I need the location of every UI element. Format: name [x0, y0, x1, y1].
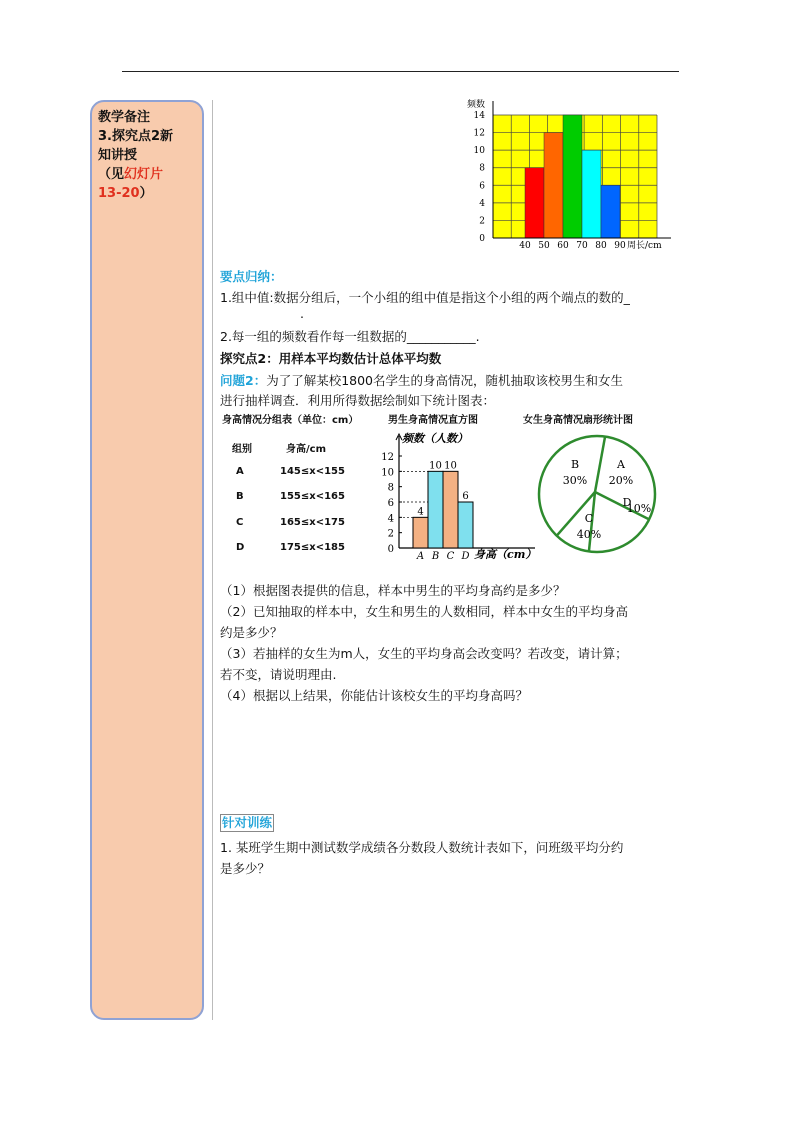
- question-4: （4）根据以上结果，你能估计该校女生的平均身高吗？: [220, 688, 528, 703]
- table-cell: 155≤x<165: [280, 491, 345, 502]
- question-1: （1）根据图表提供的信息，样本中男生的平均身高约是多少？: [220, 583, 566, 598]
- girls-pie-percent: 20%: [608, 474, 634, 487]
- question2-line2: 进行抽样调查．利用所得数据绘制如下统计图表：: [220, 393, 496, 408]
- table-title: 身高情况分组表（单位：cm）: [222, 415, 359, 426]
- table-cell: 165≤x<175: [280, 517, 345, 528]
- sidebar-slide-range: [98, 184, 196, 203]
- chart-top-y-tick: 6: [479, 181, 485, 192]
- practice-question-1: 1. 某班学生期中测试数学成绩各分数段人数统计表如下，问班级平均分约: [220, 840, 624, 855]
- chart-top-x-tick: 40: [519, 241, 531, 251]
- chart-top-x-tick: 60: [557, 241, 569, 251]
- chart-top-y-tick: 0: [479, 234, 485, 244]
- sidebar-slide-numbers: 13-20: [98, 186, 140, 201]
- girls-pie-percent: 30%: [562, 474, 588, 487]
- question-3-cont: 若不变，请说明理由.: [220, 667, 337, 682]
- girls-pie-label: A: [617, 458, 625, 471]
- boys-x-tick: A: [416, 551, 425, 562]
- chart-top-y-tick: 8: [479, 163, 485, 174]
- question-3: （3）若抽样的女生为m人，女生的平均身高会改变吗？若改变，请计算；: [220, 646, 628, 661]
- chart-top-y-tick: 14: [473, 111, 485, 121]
- sidebar-paren-close: ）: [139, 186, 153, 201]
- boys-y-tick: 10: [381, 467, 394, 479]
- sidebar-title: 教学备注: [98, 110, 151, 125]
- top-rule: [122, 71, 679, 72]
- chart-top-ylabel: 频数: [467, 100, 486, 110]
- girls-pie-percent: 40%: [576, 528, 602, 541]
- practice-heading: 针对训练: [222, 815, 273, 830]
- chart-top-xlabel: 周长/cm: [627, 241, 662, 251]
- boys-x-tick: C: [446, 551, 455, 562]
- boys-data-label: 6: [462, 491, 469, 502]
- sidebar-section-cont: 知讲授: [98, 148, 138, 163]
- question-2-cont: 约是多少？: [220, 625, 283, 640]
- chart-top-bar: [544, 133, 563, 238]
- sidebar-notes: [90, 100, 204, 1020]
- boys-x-tick: B: [431, 551, 440, 562]
- perimeter-histogram: [455, 95, 685, 255]
- chart-top-y-tick: 12: [473, 128, 485, 139]
- table-cell: D: [236, 542, 245, 553]
- question2-line1: [220, 373, 623, 389]
- table-cell: C: [236, 517, 244, 528]
- boys-bar: [428, 471, 443, 548]
- boys-y-tick: 8: [387, 482, 394, 494]
- boys-x-tick: D: [461, 551, 470, 562]
- summary-item-2: 2.每一组的频数看作每一组数据的___________.: [220, 329, 480, 344]
- boys-bar: [413, 517, 428, 548]
- girls-pie-percent: 10%: [626, 502, 652, 515]
- chart-top-y-tick: 2: [479, 216, 485, 227]
- chart-top-y-tick: 10: [473, 146, 485, 157]
- chart-top-bar: [563, 115, 582, 238]
- table-header-group: 组别: [232, 444, 252, 455]
- boys-bar: [443, 471, 458, 548]
- table-header-height: 身高/cm: [286, 444, 326, 455]
- boys-height-histogram: [375, 428, 540, 563]
- boys-y-tick: 4: [387, 513, 394, 525]
- chart-top-x-tick: 70: [576, 241, 588, 251]
- table-cell: 145≤x<155: [280, 466, 345, 477]
- practice-heading-wrap: [220, 814, 274, 832]
- summary-item-1: 1.组中值:数据分组后，一个小组的组中值是指这个小组的两个端点的数的_: [220, 290, 630, 305]
- sidebar-slide-word: 幻灯片: [124, 167, 164, 182]
- sidebar-section: 3.探究点2新: [98, 129, 174, 144]
- chart-top-bar: [525, 168, 544, 238]
- boys-chart-xlabel: 身高（cm）: [474, 548, 537, 561]
- table-cell: A: [236, 466, 244, 477]
- boys-y-tick: 2: [387, 528, 394, 540]
- summary-heading: 要点归纳：: [220, 269, 283, 284]
- summary-item-1-cont: .: [300, 306, 304, 321]
- practice-question-1-cont: 是多少？: [220, 861, 271, 876]
- girls-height-pie-chart: [535, 428, 665, 558]
- boys-y-tick: 0: [387, 544, 394, 555]
- girls-pie-label: C: [584, 512, 594, 525]
- column-divider: [212, 100, 213, 1020]
- question2-label: 问题2：: [220, 373, 267, 388]
- table-cell: 175≤x<185: [280, 542, 345, 553]
- section2-heading: 探究点2：用样本平均数估计总体平均数: [220, 351, 442, 366]
- girls-pie-label: D: [622, 496, 632, 509]
- chart-top-x-tick: 90: [614, 241, 626, 251]
- question2-text: 为了了解某校1800名学生的身高情况，随机抽取该校男生和女生: [266, 373, 624, 388]
- chart-top-y-tick: 4: [479, 198, 485, 209]
- chart-top-x-tick: 80: [595, 241, 607, 251]
- boys-bar: [458, 502, 473, 548]
- sidebar-paren-open: （见: [98, 167, 125, 182]
- girls-pie-label: B: [570, 458, 580, 471]
- chart-top-x-tick: 50: [538, 241, 550, 251]
- boys-data-label: 4: [417, 506, 424, 518]
- sidebar-slide-ref: [98, 165, 196, 184]
- chart-top-bar: [601, 185, 620, 238]
- table-cell: B: [236, 491, 244, 502]
- chart-top-bar: [582, 150, 601, 238]
- boys-y-tick: 6: [387, 498, 394, 509]
- boys-chart-title: 男生身高情况直方图: [388, 415, 478, 426]
- girls-chart-title: 女生身高情况扇形统计图: [523, 415, 633, 426]
- boys-chart-ylabel: 频数（人数）: [402, 432, 468, 445]
- boys-data-label: 10: [444, 460, 457, 472]
- boys-y-tick: 12: [381, 452, 394, 463]
- boys-data-label: 10: [429, 460, 442, 472]
- question-2: （2）已知抽取的样本中，女生和男生的人数相同，样本中女生的平均身高: [220, 604, 628, 619]
